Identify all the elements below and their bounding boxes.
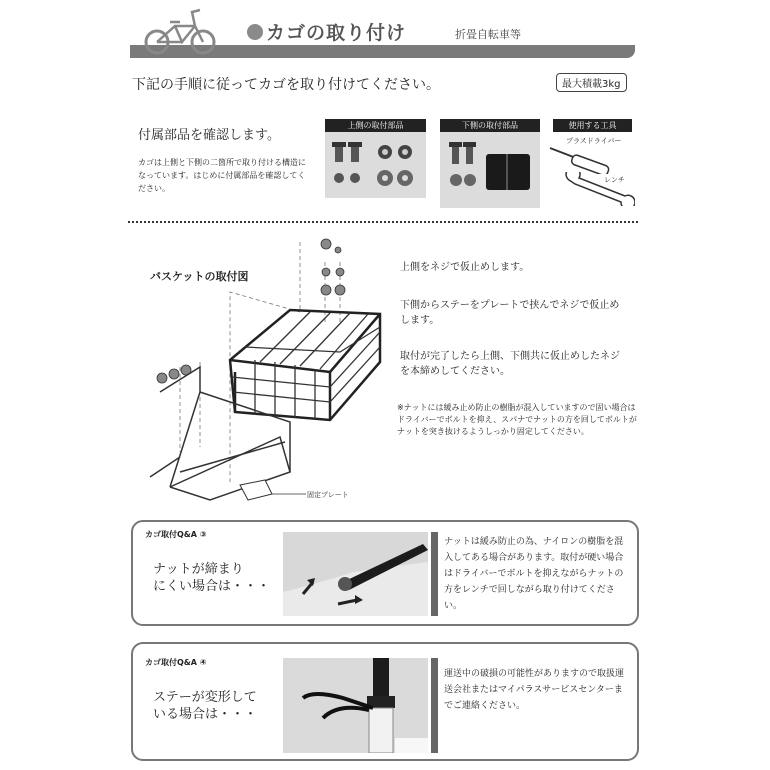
qa-question-line-2: にくい場合は・・・ — [153, 579, 271, 594]
qa-box-4 — [131, 642, 639, 761]
page-subtitle: 折畳自転車等 — [455, 28, 521, 41]
qa-question-line-2: いる場合は・・・ — [153, 707, 258, 722]
qa-question-line-1: ステーが変形して — [153, 690, 257, 705]
qa-tag: カゴ取付Q&A ④ — [145, 658, 207, 667]
qa-tag: カゴ取付Q&A ③ — [145, 530, 207, 539]
max-load-badge: 最大積載3kg — [556, 73, 627, 92]
title-bullet — [247, 24, 263, 40]
lower-parts-photo — [440, 132, 540, 208]
section-divider — [128, 221, 638, 223]
qa-photo-nut — [283, 532, 428, 616]
qa-answer: 運送中の破損の可能性がありますので取扱運送会社またはマイパラスサービスセンターまでご連絡ください。 — [444, 669, 625, 711]
screwdriver-icon — [546, 144, 616, 174]
qa-question-line-1: ナットが締まり — [153, 562, 244, 577]
step-1: 上側をネジで仮止めします。 — [400, 262, 530, 273]
basket-mounting-diagram — [140, 232, 400, 507]
step-3: 取付が完了したら上側、下側共に仮止めしたネジを本締めしてください。 — [400, 351, 620, 377]
upper-parts-panel — [325, 119, 426, 198]
nut-note: ※ナットには緩み止め防止の樹脂が混入していますので固い場合はドライバーでボルトを抑え、スパナでナットの方を回してボルトがナットを突き抜けるようしっかり固定してください。 — [397, 403, 637, 436]
tools-label: 使用する工具 — [553, 119, 632, 132]
intro-text: 下記の手順に従ってカゴを取り付けてください。 — [132, 77, 440, 93]
tools-panel — [553, 119, 632, 132]
step-2: 下側からステーをプレートで挟んでネジで仮止めします。 — [400, 300, 620, 326]
wrench-label: レンチ — [604, 176, 625, 184]
lower-parts-panel — [440, 119, 540, 208]
qa-divider-bar — [431, 532, 438, 616]
plate-label: 固定プレート — [307, 491, 349, 499]
qa-question — [153, 689, 257, 723]
upper-parts-photo — [325, 132, 426, 198]
parts-title: 付属部品を確認します。 — [138, 128, 280, 143]
qa-answer: ナットは緩み防止の為、ナイロンの樹脂を混入してある場合があります。取付が硬い場合はドライバーでボルトを抑えながらナットの方をレンチで回しながら取り付けてください。 — [444, 537, 624, 611]
bicycle-icon — [140, 4, 220, 56]
screwdriver-label: プラスドライバー — [566, 137, 622, 145]
upper-parts-label: 上側の取付部品 — [325, 119, 426, 132]
qa-divider-bar — [431, 658, 438, 753]
qa-question — [153, 561, 270, 595]
qa-box-3 — [131, 520, 639, 626]
qa-photo-stay — [283, 658, 428, 753]
lower-parts-label: 下側の取付部品 — [440, 119, 540, 132]
parts-description: カゴは上側と下側の二箇所で取り付ける構造になっています。はじめに付属部品を確認してください。 — [138, 158, 306, 193]
wrench-icon — [565, 172, 635, 206]
page-title: カゴの取り付け — [266, 22, 407, 44]
diagram-title: バスケットの取付図 — [150, 270, 249, 283]
